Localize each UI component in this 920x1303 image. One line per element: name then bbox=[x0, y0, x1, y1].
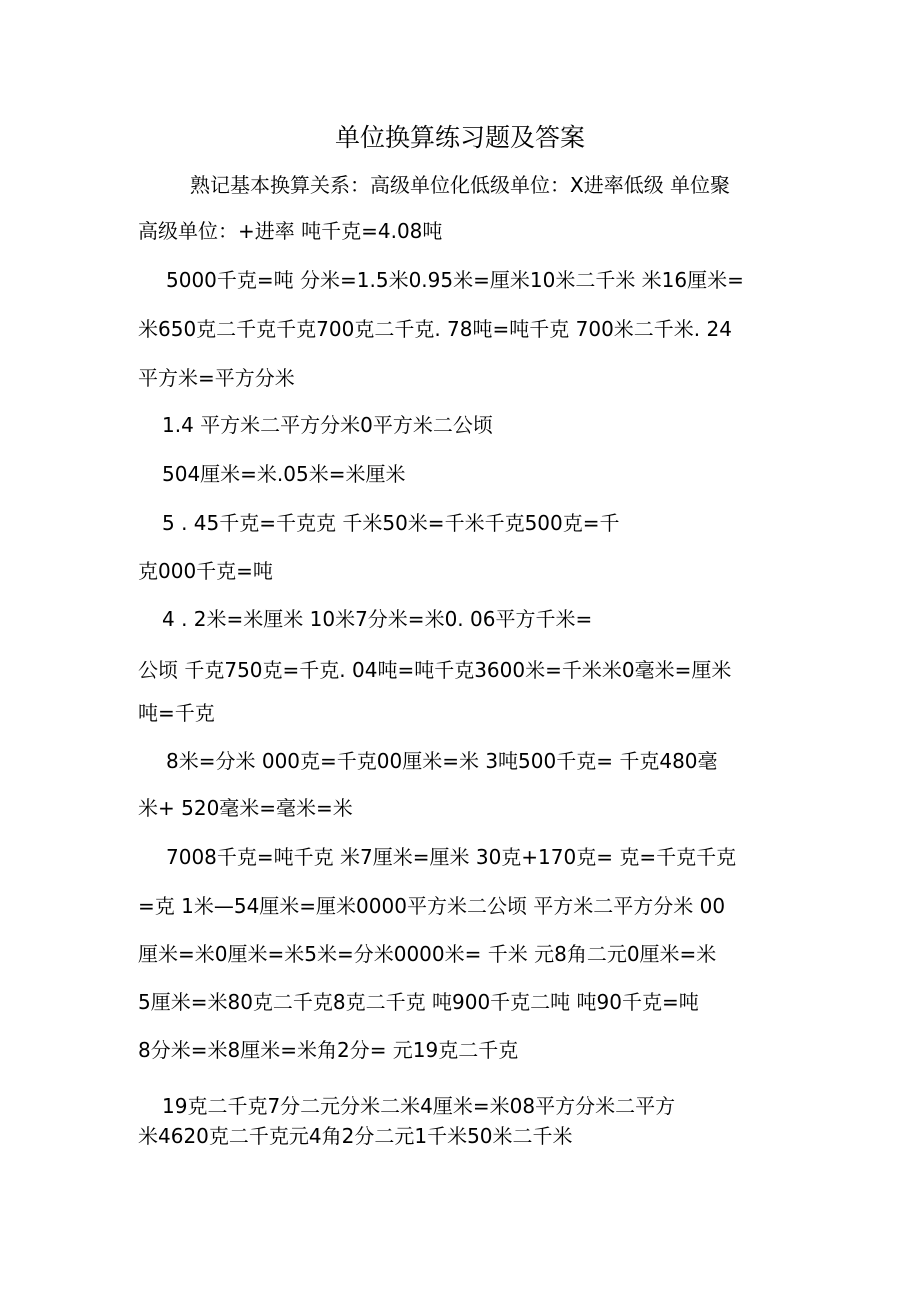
text-line-19: 8分米=米8厘米=米角2分= 元19克二千克 bbox=[138, 1038, 519, 1062]
text-line-14: 米+ 520毫米=毫米=米 bbox=[138, 796, 353, 820]
text-line-9: 克000千克=吨 bbox=[138, 559, 273, 583]
text-line-18: 5厘米=米80克二千克8克二千克 吨900千克二吨 吨90千克=吨 bbox=[138, 990, 699, 1014]
text-line-3: 5000千克=吨 分米=1.5米0.95米=厘米10米二千米 米16厘米= bbox=[166, 268, 744, 292]
text-line-2: 高级单位：+进率 吨千克=4.08吨 bbox=[138, 219, 443, 243]
text-line-8: 5 . 45千克=千克克 千米50米=千米千克500克=千 bbox=[162, 511, 620, 535]
text-line-20: 19克二千克7分二元分米二米4厘米=米08平方分米二平方 bbox=[162, 1094, 676, 1118]
text-line-15: 7008千克=吨千克 米7厘米=厘米 30克+170克= 克=千克千克 bbox=[166, 845, 737, 869]
text-line-11: 公顷 千克750克=千克. 04吨=吨千克3600米=千米米0毫米=厘米 bbox=[138, 658, 732, 682]
document-title: 单位换算练习题及答案 bbox=[334, 123, 585, 152]
text-line-7: 504厘米=米.05米=米厘米 bbox=[162, 462, 406, 486]
text-line-16: =克 1米—54厘米=厘米0000平方米二公顷 平方米二平方分米 00 bbox=[138, 894, 726, 918]
text-line-12: 吨=千克 bbox=[138, 701, 215, 725]
text-line-13: 8米=分米 000克=千克00厘米=米 3吨500千克= 千克480毫 bbox=[166, 749, 718, 773]
text-line-6: 1.4 平方米二平方分米0平方米二公顷 bbox=[162, 413, 493, 437]
text-line-10: 4 . 2米=米厘米 10米7分米=米0. 06平方千米= bbox=[162, 607, 593, 631]
text-line-21: 米4620克二千克元4角2分二元1千米50米二千米 bbox=[138, 1124, 573, 1148]
text-line-17: 厘米=米0厘米=米5米=分米0000米= 千米 元8角二元0厘米=米 bbox=[138, 942, 717, 966]
text-line-5: 平方米=平方分米 bbox=[138, 366, 295, 390]
text-line-1: 熟记基本换算关系：高级单位化低级单位：X进率低级 单位聚 bbox=[190, 173, 731, 197]
text-line-4: 米650克二千克千克700克二千克. 78吨=吨千克 700米二千米. 24 bbox=[138, 317, 732, 341]
